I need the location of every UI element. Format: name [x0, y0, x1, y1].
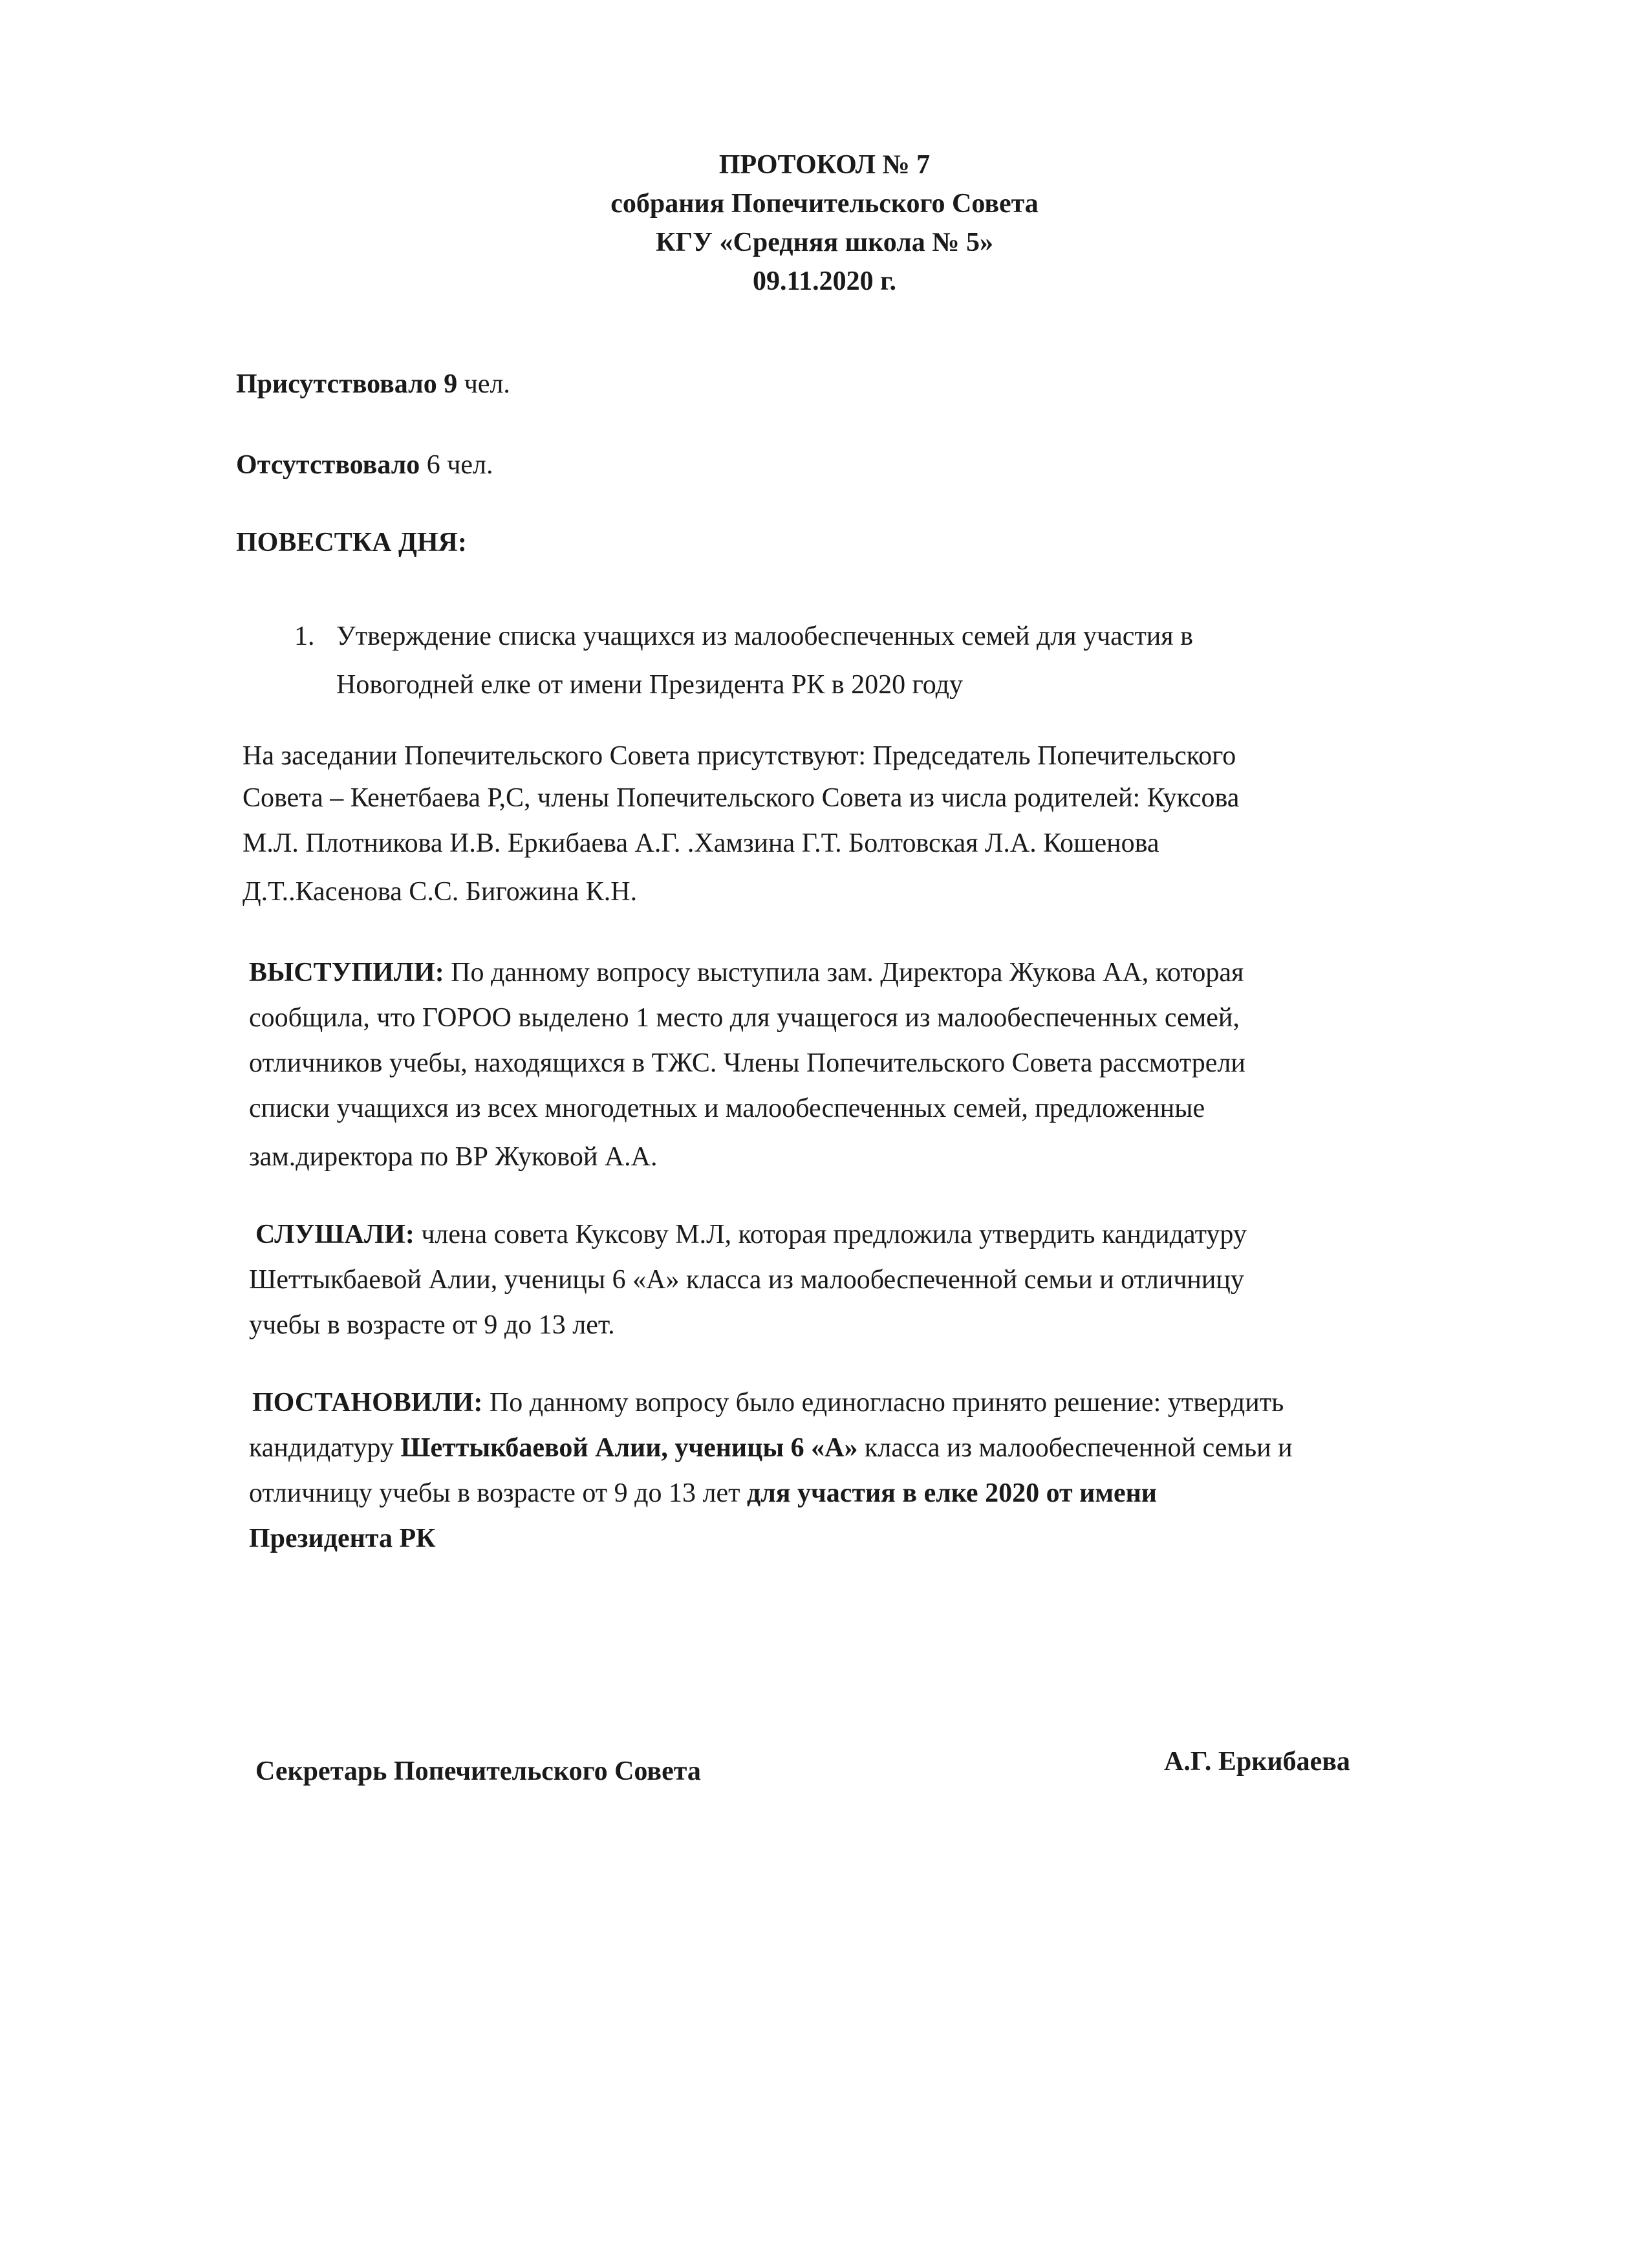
- resolved-text: По данному вопросу было единогласно принято решение: утвердить: [482, 1388, 1284, 1418]
- resolved-candidate: Шеттыкбаевой Алии, ученицы 6 «А»: [400, 1433, 858, 1463]
- present-unit: чел.: [457, 369, 510, 399]
- absent-line: [236, 449, 493, 481]
- heard-line2: Шеттыкбаевой Алии, ученицы 6 «А» класса из малообеспеченной семьи и отличницу: [249, 1265, 1244, 1295]
- agenda-item-number: 1.: [294, 621, 315, 651]
- spoke-text: По данному вопросу выступила зам. Директора Жукова АА, которая: [444, 958, 1244, 988]
- resolved-line3: [249, 1478, 1157, 1509]
- heard-line3: учебы в возрасте от 9 до 13 лет.: [249, 1310, 615, 1340]
- resolved-label: ПОСТАНОВИЛИ:: [252, 1388, 483, 1418]
- signature-title: Секретарь Попечительского Совета: [255, 1756, 701, 1786]
- resolved-line2-text: кандидатуру: [249, 1433, 401, 1463]
- protocol-title: ПРОТОКОЛ № 7: [718, 150, 931, 180]
- agenda-item-line1: Утверждение списка учащихся из малообеспеченных семей для участия в: [336, 621, 1193, 651]
- absent-label: Отсутствовало: [236, 450, 420, 480]
- spoke-label: ВЫСТУПИЛИ:: [249, 958, 444, 988]
- heard-text: члена совета Куксову М.Л, которая предложила утвердить кандидатуру: [414, 1220, 1247, 1249]
- meeting-subtitle: собрания Попечительского Совета: [610, 189, 1039, 219]
- absent-value: 6 чел.: [420, 450, 493, 480]
- spoke-line1: [249, 957, 1244, 988]
- heard-line1: [255, 1219, 1247, 1250]
- signature-name: А.Г. Еркибаева: [1164, 1747, 1350, 1777]
- heard-label: СЛУШАЛИ:: [255, 1220, 415, 1249]
- present-line: [236, 369, 510, 400]
- spoke-line2: сообщила, что ГОРОО выделено 1 место для учащегося из малообеспеченных семей,: [249, 1003, 1240, 1033]
- meeting-line2: Совета – Кенетбаева Р,С, члены Попечительского Совета из числа родителей: Куксова: [242, 783, 1240, 813]
- agenda-item-line2: Новогодней елке от имени Президента РК в 2020 году: [336, 670, 963, 700]
- resolved-purpose: для участия в елке 2020 от имени: [746, 1478, 1157, 1508]
- meeting-line1: На заседании Попечительского Совета присутствуют: Председатель Попечительского: [242, 741, 1236, 771]
- document-header: [0, 146, 1649, 301]
- resolved-line2: [249, 1432, 1293, 1463]
- resolved-line4: Президента РК: [249, 1524, 436, 1553]
- resolved-line2-tail: класса из малообеспеченной семьи и: [857, 1433, 1293, 1463]
- spoke-line3: отличников учебы, находящихся в ТЖС. Члены Попечительского Совета рассмотрели: [249, 1048, 1245, 1078]
- present-label: Присутствовало 9: [236, 369, 458, 399]
- organization-name: КГУ «Средняя школа № 5»: [656, 228, 993, 257]
- meeting-line3: М.Л. Плотникова И.В. Еркибаева А.Г. .Хамзина Г.Т. Болтовская Л.А. Кошенова: [242, 828, 1159, 858]
- meeting-line4: Д.Т..Касенова С.С. Бигожина К.Н.: [242, 877, 638, 907]
- spoke-line4: списки учащихся из всех многодетных и малообеспеченных семей, предложенные: [249, 1094, 1205, 1123]
- resolved-line1: [252, 1387, 1284, 1418]
- resolved-line3-text: отличницу учебы в возрасте от 9 до 13 лет: [249, 1478, 747, 1508]
- agenda-title: ПОВЕСТКА ДНЯ:: [236, 528, 467, 557]
- spoke-line5: зам.директора по ВР Жуковой А.А.: [249, 1142, 658, 1172]
- meeting-date: 09.11.2020 г.: [752, 266, 897, 296]
